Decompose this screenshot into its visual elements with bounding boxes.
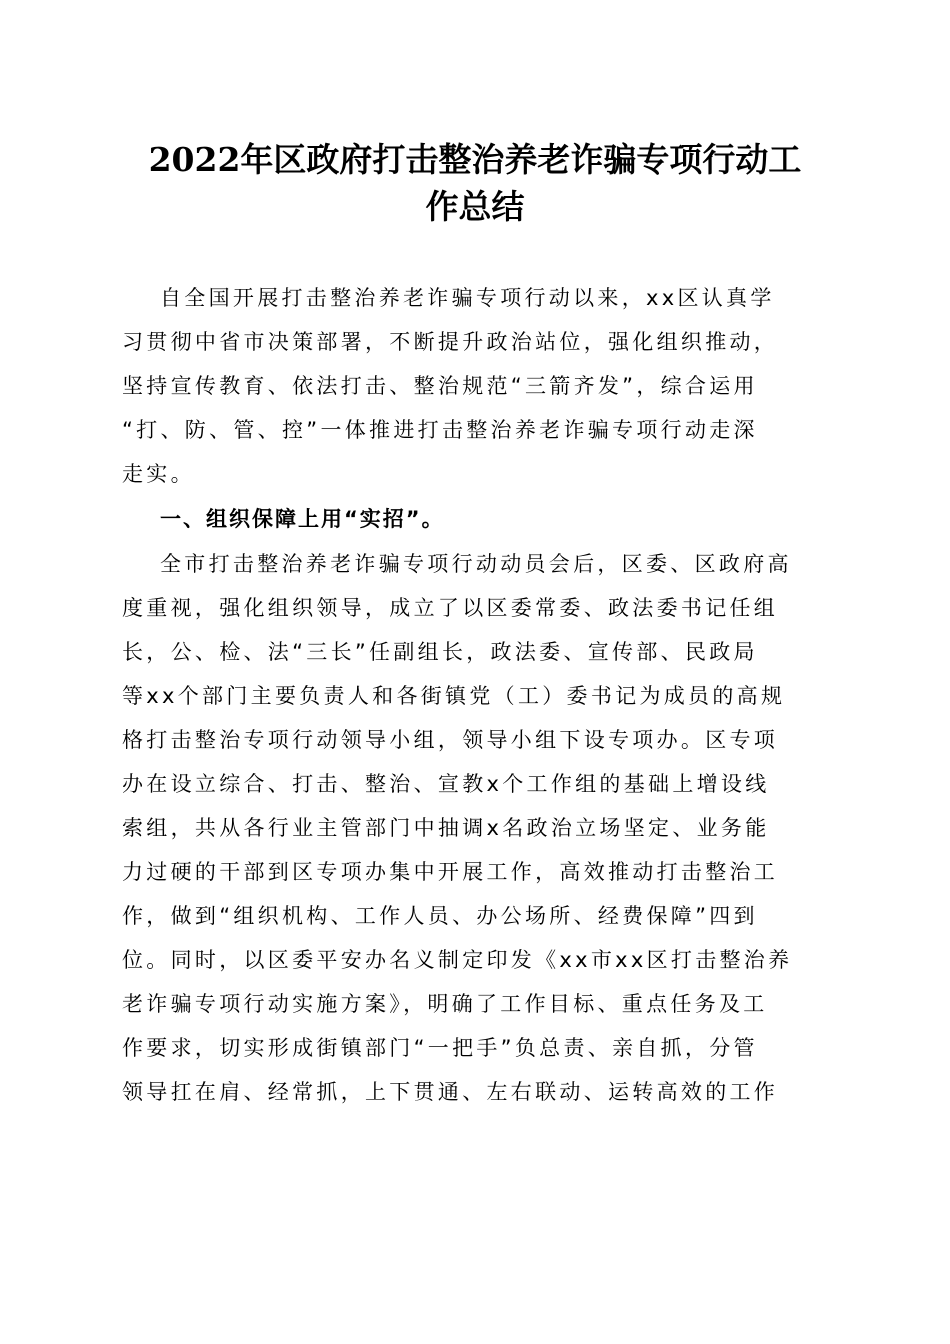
section-line: 等xx个部门主要负责人和各街镇党（工）委书记为成员的高规 <box>122 684 786 708</box>
section-line: 位。同时，以区委平安办名义制定印发《xx市xx区打击整治养 <box>122 948 793 972</box>
section-line: 领导扛在肩、经常抓，上下贯通、左右联动、运转高效的工作 <box>122 1080 779 1104</box>
document-title-line-2: 作总结 <box>425 187 525 226</box>
section-line: 度重视，强化组织领导，成立了以区委常委、政法委书记任组 <box>122 596 779 620</box>
section-heading: 一、组织保障上用“实招”。 <box>160 507 445 531</box>
document-title-line-1: 2022年区政府打击整治养老诈骗专项行动工 <box>148 140 802 179</box>
intro-line: 走实。 <box>122 462 195 486</box>
section-line: 格打击整治专项行动领导小组，领导小组下设专项办。区专项 <box>122 728 779 752</box>
section-line: 老诈骗专项行动实施方案》，明确了工作目标、重点任务及工 <box>122 992 768 1016</box>
intro-line: 习贯彻中省市决策部署，不断提升政治站位，强化组织推动， <box>122 330 779 354</box>
section-line: 作，做到“组织机构、工作人员、办公场所、经费保障”四到 <box>122 904 758 928</box>
section-line: 全市打击整治养老诈骗专项行动动员会后，区委、区政府高 <box>160 552 792 576</box>
section-line: 力过硬的干部到区专项办集中开展工作，高效推动打击整治工 <box>122 860 779 884</box>
section-line: 索组，共从各行业主管部门中抽调x名政治立场坚定、业务能 <box>122 816 770 840</box>
section-line: 作要求，切实形成街镇部门“一把手”负总责、亲自抓，分管 <box>122 1036 758 1060</box>
intro-line: “打、防、管、控”一体推进打击整治养老诈骗专项行动走深 <box>122 418 758 442</box>
intro-line: 自全国开展打击整治养老诈骗专项行动以来，xx区认真学 <box>160 286 775 310</box>
section-line: 办在设立综合、打击、整治、宣教x个工作组的基础上增设线 <box>122 772 770 796</box>
section-line: 长，公、检、法“三长”任副组长，政法委、宣传部、民政局 <box>122 640 758 664</box>
intro-line: 坚持宣传教育、依法打击、整治规范“三箭齐发”，综合运用 <box>122 374 758 398</box>
